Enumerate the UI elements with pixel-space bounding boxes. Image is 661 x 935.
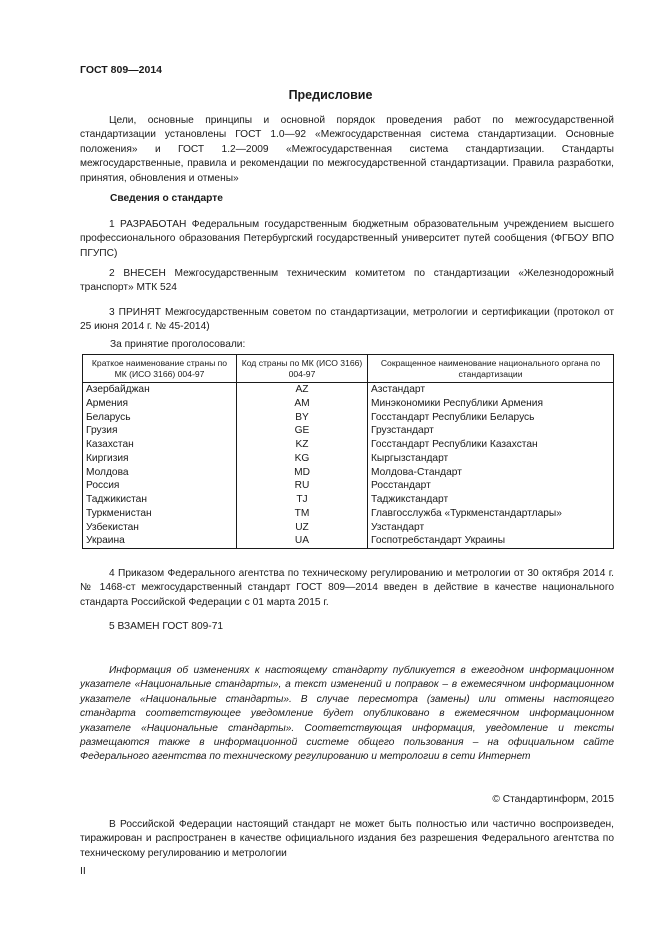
code-cell: BY	[237, 411, 368, 425]
country-cell: Казахстан	[83, 438, 237, 452]
country-cell: Узбекистан	[83, 521, 237, 535]
country-cell: Таджикистан	[83, 493, 237, 507]
body-cell: Узстандарт	[368, 521, 614, 535]
body-cell: Главгосслужба «Туркменстандартлары»	[368, 507, 614, 521]
table-header-code: Код страны по МК (ИСО 3166) 004-97	[237, 355, 368, 383]
vote-caption: За принятие проголосовали:	[110, 339, 246, 350]
code-cell: RU	[237, 479, 368, 493]
code-cell: GE	[237, 424, 368, 438]
table-row	[83, 479, 614, 493]
page-title: Предисловие	[288, 88, 373, 102]
table-row	[83, 424, 614, 438]
notice-paragraph: Информация об изменениях к настоящему стандарту публикуется в ежегодном информационном указателе «Национальные стандарты», а текст изменений и поправок – в ежемесячном информационном указателе «Национальные стандарты». В случае пересмотра (замены) или отмены настоящего стандарта соответствующее уведомление будет опубликовано в ежемесячном информационном указателе «Национальные стандарты». Соответствующая информация, уведомление и тексты размещаются также в информационной системе общего пользования – на официальном сайте Федерального агентства по техническому регулированию и метрологии в сети Интернет	[80, 665, 614, 763]
country-cell: Молдова	[83, 466, 237, 480]
code-cell: KZ	[237, 438, 368, 452]
table-row	[83, 493, 614, 507]
table-row	[83, 411, 614, 425]
item-2-paragraph: 2 ВНЕСЕН Межгосударственным техническим комитетом по стандартизации «Железнодорожный транспорт» МТК 524	[80, 268, 614, 294]
table-header-row	[83, 355, 614, 383]
body-cell: Минэкономики Республики Армения	[368, 397, 614, 411]
page-number: II	[80, 865, 86, 877]
reproduction-paragraph: В Российской Федерации настоящий стандарт не может быть полностью или частично воспроизведен, тиражирован и распространен в качестве официального издания без разрешения Федерального агентства по техническому регулированию и метрологии	[80, 819, 614, 859]
body-cell: Кыргызстандарт	[368, 452, 614, 466]
body-cell: Госстандарт Республики Беларусь	[368, 411, 614, 425]
body-cell: Азстандарт	[368, 383, 614, 397]
body-cell: Грузстандарт	[368, 424, 614, 438]
document-code: ГОСТ 809—2014	[80, 64, 163, 76]
item-4-paragraph: 4 Приказом Федерального агентства по техническому регулированию и метрологии от 30 октября 2014 г. № 1468-ст межгосударственный стандарт ГОСТ 809—2014 введен в действие в качестве национального стандарта Российской Федерации с 01 марта 2015 г.	[80, 568, 614, 608]
table-row	[83, 466, 614, 480]
table-row	[83, 397, 614, 411]
item-1-paragraph: 1 РАЗРАБОТАН Федеральным государственным бюджетным образовательным учреждением высшего профессионального образования Петербургский государственный университет путей сообщения (ФГБОУ ВПО ПГУПС)	[80, 219, 614, 259]
country-cell: Россия	[83, 479, 237, 493]
voting-table	[82, 354, 614, 549]
code-cell: UA	[237, 534, 368, 548]
table-row	[83, 438, 614, 452]
table-row	[83, 452, 614, 466]
table-row	[83, 534, 614, 548]
body-cell: Росстандарт	[368, 479, 614, 493]
country-cell: Армения	[83, 397, 237, 411]
code-cell: TM	[237, 507, 368, 521]
code-cell: AM	[237, 397, 368, 411]
table-row	[83, 521, 614, 535]
table-row	[83, 507, 614, 521]
country-cell: Туркменистан	[83, 507, 237, 521]
info-heading: Сведения о стандарте	[110, 193, 223, 204]
country-cell: Украина	[83, 534, 237, 548]
country-cell: Грузия	[83, 424, 237, 438]
body-cell: Молдова-Стандарт	[368, 466, 614, 480]
body-cell: Госстандарт Республики Казахстан	[368, 438, 614, 452]
item-5-paragraph: 5 ВЗАМЕН ГОСТ 809-71	[109, 621, 224, 632]
code-cell: AZ	[237, 383, 368, 397]
body-cell: Госпотребстандарт Украины	[368, 534, 614, 548]
intro-paragraph: Цели, основные принципы и основной порядок проведения работ по межгосударственной стандартизации установлены ГОСТ 1.0—92 «Межгосударственная система стандартизации. Основные положения» и ГОСТ 1.2—2009 «Межгосударственная система стандартизации. Стандарты межгосударственные, правила и рекомендации по межгосударственной стандартизации. Правила разработки, принятия, обновления и отмены»	[80, 115, 614, 184]
body-cell: Таджикстандарт	[368, 493, 614, 507]
country-cell: Азербайджан	[83, 383, 237, 397]
country-cell: Киргизия	[83, 452, 237, 466]
copyright: © Стандартинформ, 2015	[492, 794, 614, 805]
code-cell: TJ	[237, 493, 368, 507]
table-header-country: Краткое наименование страны по МК (ИСО 3166) 004-97	[83, 355, 237, 383]
country-cell: Беларусь	[83, 411, 237, 425]
code-cell: UZ	[237, 521, 368, 535]
item-3-paragraph: 3 ПРИНЯТ Межгосударственным советом по стандартизации, метрологии и сертификации (протокол от 25 июня 2014 г. № 45-2014)	[80, 307, 614, 333]
table-header-body: Сокращенное наименование национального органа по стандартизации	[368, 355, 614, 383]
code-cell: KG	[237, 452, 368, 466]
code-cell: MD	[237, 466, 368, 480]
table-row	[83, 383, 614, 397]
